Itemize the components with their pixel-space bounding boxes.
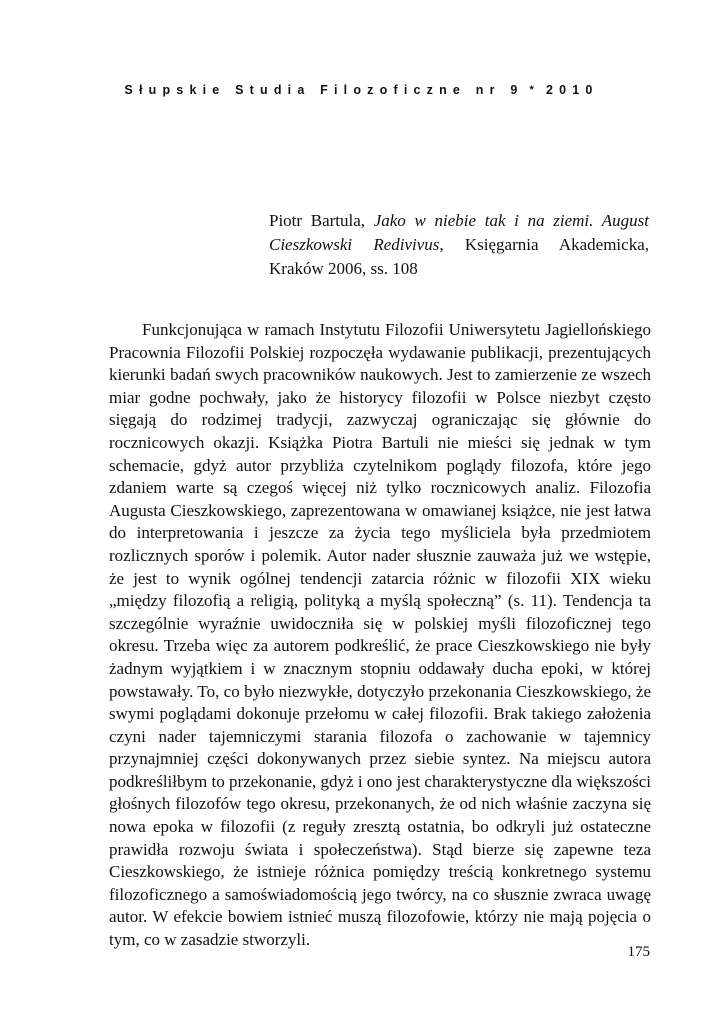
citation-publication: , Księgarnia Akademicka, Kraków 2006, ss. 108 bbox=[269, 235, 649, 278]
journal-header bbox=[0, 83, 723, 97]
book-citation bbox=[269, 209, 649, 281]
citation-book-title: Jako w niebie tak i na ziemi. August Cieszkowski Redivivus bbox=[269, 211, 649, 254]
review-body-paragraph: Funkcjonująca w ramach Instytutu Filozofii Uniwersytetu Jagiellońskiego Pracownia Filozofii Polskiej rozpoczęła wydawanie publikacji, prezentujących kierunki badań swych pracowników naukowych. Jest to zamierzenie ze wszech miar godne pochwały, jako że historycy filozofii w Polsce niezbyt często sięgają do rodzimej tradycji, zazwyczaj ograniczając się głównie do rocznicowych okazji. Książka Piotra Bartuli nie mieści się jednak w tym schemacie, gdyż autor przybliża czytelnikom poglądy filozofa, które jego zdaniem warte są czegoś więcej niż tylko rocznicowych analiz. Filozofia Augusta Cieszkowskiego, zaprezentowana w omawianej książce, nie jest łatwa do interpretowania i jeszcze za życia tego myśliciela była przedmiotem rozlicznych sporów i polemik. Autor nader słusznie zauważa już we wstępie, że jest to wynik ogólnej tendencji zatarcia różnic w filozofii XIX wieku „między filozofią a religią, polityką a myślą społeczną” (s. 11). Tendencja ta szczególnie wyraźnie uwidoczniła się w polskiej myśli filozoficznej tego okresu. Trzeba więc za autorem podkreślić, że prace Cieszkowskiego nie były żadnym wyjątkiem i w znacznym stopniu oddawały ducha epoki, w której powstawały. To, co było niezwykłe, dotyczyło przekonania Cieszkowskiego, że swymi poglądami dokonuje przełomu w całej filozofii. Brak takiego założenia czyni nader tajemniczymi starania filozofa o zachowanie w tajemnicy przynajmniej części dokonywanych przez siebie syntez. Na miejscu autora podkreśliłbym to przekonanie, gdyż i ono jest charakterystyczne dla większości głośnych filozofów tego okresu, przekonanych, że od nich właśnie zaczyna się nowa epoka w filozofii (z reguły zresztą ostatnia, bo odkryli już ostateczne prawidła rozwoju świata i społeczeństwa). Stąd bierze się zapewne teza Cieszkowskiego, że istnieje różnica pomiędzy treścią konkretnego systemu filozoficznego a samoświadomością jego twórcy, na co słusznie zwraca uwagę autor. W efekcie bowiem istnieć muszą filozofowie, którzy nie mają pojęcia o tym, co w zasadzie stworzyli. bbox=[109, 320, 651, 950]
journal-year: 2010 bbox=[545, 83, 599, 97]
citation-author: Piotr Bartula, bbox=[269, 211, 366, 230]
journal-title: Słupskie Studia Filozoficzne nr 9 bbox=[124, 83, 524, 97]
page-number: 175 bbox=[627, 944, 650, 960]
header-separator: * bbox=[529, 84, 540, 96]
